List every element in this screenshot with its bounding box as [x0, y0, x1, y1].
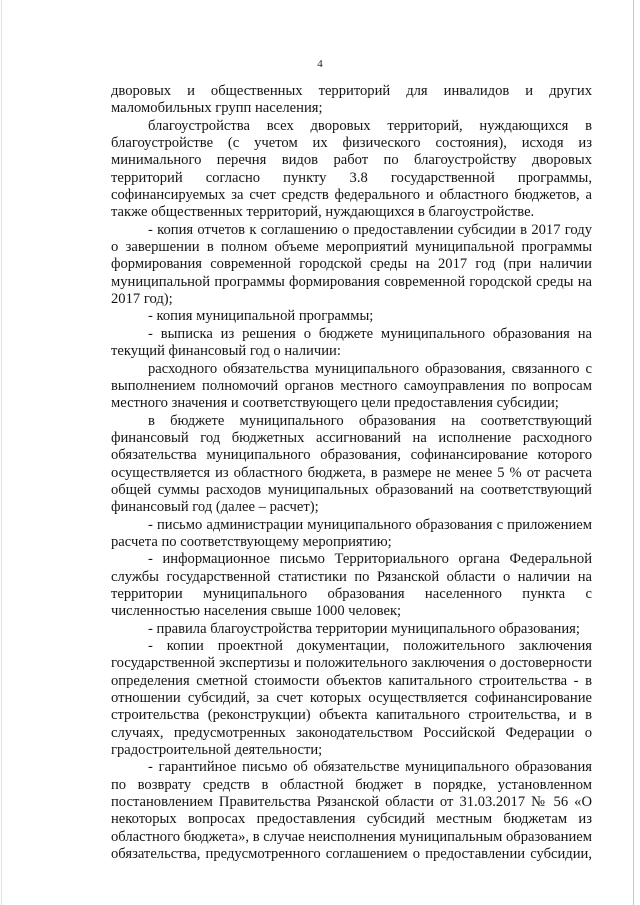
paragraph-11: - копии проектной документации, положительного заключения государственной экспертизы и положительного заключения о достоверности определения сметной стоимости объектов капитального строительства - в отношении субсидий, за счет которых осуществляется софинансирование строительства (реконструкции) объекта капитального строительства, и в случаях, предусмотренных законодательством Российской Федерации о градостроительной деятельности; [111, 638, 592, 759]
scan-edge-right [633, 0, 634, 905]
paragraph-2: благоустройства всех дворовых территорий, нуждающихся в благоустройстве (с учетом их физического состояния), исходя из минимального перечня видов работ по благоустройству дворовых территорий согласно пункту 3.8 государственной программы, софинансируемых за счет средств федерального и областного бюджетов, а также общественных территорий, нуждающихся в благоустройстве. [111, 117, 592, 221]
document-body [111, 83, 592, 863]
paragraph-3: - копия отчетов к соглашению о предоставлении субсидии в 2017 году о завершении в полном объеме мероприятий муниципальной программы формирования современной городской среды на 2017 год (при наличии муниципальной программы формирования современной городской среды на 2017 год); [111, 221, 592, 308]
paragraph-1: дворовых и общественных территорий для инвалидов и других маломобильных групп населения; [111, 83, 592, 117]
paragraph-10: - правила благоустройства территории муниципального образования; [148, 620, 580, 637]
paragraph-4: - копия муниципальной программы; [148, 308, 374, 325]
page-number: 4 [317, 58, 323, 70]
paragraph-12: - гарантийное письмо об обязательстве муниципального образования по возврату средств в областной бюджет в порядке, установленном постановлением Правительства Рязанской области от 31.03.2017 № 56 «О некоторых вопросах предоставления субсидий местным бюджетам из областного бюджета», в случае неисполнения муниципальным образованием обязательства, предусмотренного соглашением о предоставлении субсидии, [111, 759, 592, 863]
paragraph-8: - письмо администрации муниципального образования с приложением расчета по соответствующему мероприятию; [111, 516, 592, 550]
scan-edge-left [1, 0, 2, 905]
paragraph-9: - информационное письмо Территориального органа Федеральной службы государственной статистики по Рязанской области о наличии на территории муниципального образования населенного пункта с численностью населения свыше 1000 человек; [111, 551, 592, 620]
paragraph-5: - выписка из решения о бюджете муниципального образования на текущий финансовый год о наличии: [111, 325, 592, 360]
paragraph-6: расходного обязательства муниципального образования, связанного с выполнением полномочий органов местного самоуправления по вопросам местного значения и соответствующего цели предоставления субсидии; [111, 360, 592, 412]
paragraph-7: в бюджете муниципального образования на соответствующий финансовый год бюджетных ассигнований на исполнение расходного обязательства муниципального образования, софинансирование которого осуществляется из областного бюджета, в размере не менее 5 % от расчета общей суммы расходов муниципальных образований на соответствующий финансовый год (далее – расчет); [111, 412, 592, 516]
